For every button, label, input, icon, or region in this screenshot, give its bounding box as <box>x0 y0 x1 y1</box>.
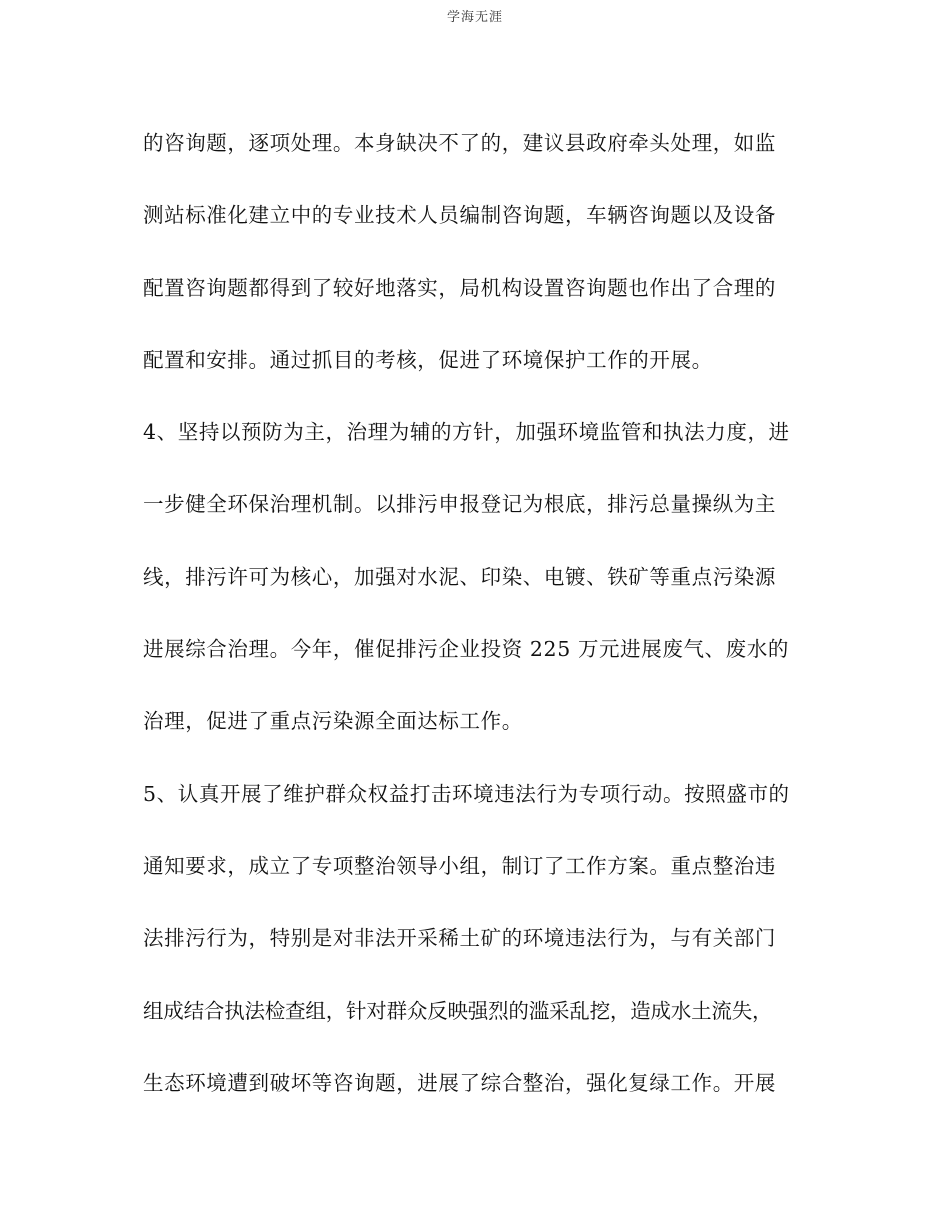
paragraph-line: 的咨询题，逐项处理。本身缺决不了的，建议县政府牵头处理，如监 <box>143 131 776 155</box>
paragraph-line: 生态环境遭到破坏等咨询题，进展了综合整治，强化复绿工作。开展 <box>143 1070 776 1095</box>
paragraph-line: 线，排污许可为核心，加强对水泥、印染、电镀、铁矿等重点污染源 <box>143 564 776 589</box>
paragraph-line: 5、认真开展了维护群众权益打击环境违法行为专项行动。按照盛市的 <box>143 781 790 806</box>
paragraph-line: 配置和安排。通过抓目的考核，促进了环境保护工作的开展。 <box>143 347 713 372</box>
paragraph-line: 4、坚持以预防为主，治理为辅的方针，加强环境监管和执法力度，进 <box>143 420 790 445</box>
paragraph-line: 进展综合治理。今年，催促排污企业投资 225 万元进展废气、废水的 <box>143 637 789 662</box>
paragraph-line: 组成结合执法检查组，针对群众反映强烈的滥采乱挖，造成水土流失， <box>143 998 773 1023</box>
paragraph-line: 通知要求，成立了专项整治领导小组，制订了工作方案。重点整治违 <box>143 853 776 878</box>
paragraph-line: 测站标准化建立中的专业技术人员编制咨询题，车辆咨询题以及设备 <box>143 203 776 228</box>
paragraph-line: 治理，促进了重点污染源全面达标工作。 <box>143 709 523 734</box>
paragraph-line: 一步健全环保治理机制。以排污申报登记为根底，排污总量操纵为主 <box>143 492 776 517</box>
document-body <box>143 123 833 1135</box>
page-header: 学海无涯 <box>446 10 503 25</box>
paragraph-line: 配置咨询题都得到了较好地落实，局机构设置咨询题也作出了合理的 <box>143 275 776 300</box>
paragraph-line: 法排污行为，特别是对非法开采稀土矿的环境违法行为，与有关部门 <box>143 926 776 951</box>
